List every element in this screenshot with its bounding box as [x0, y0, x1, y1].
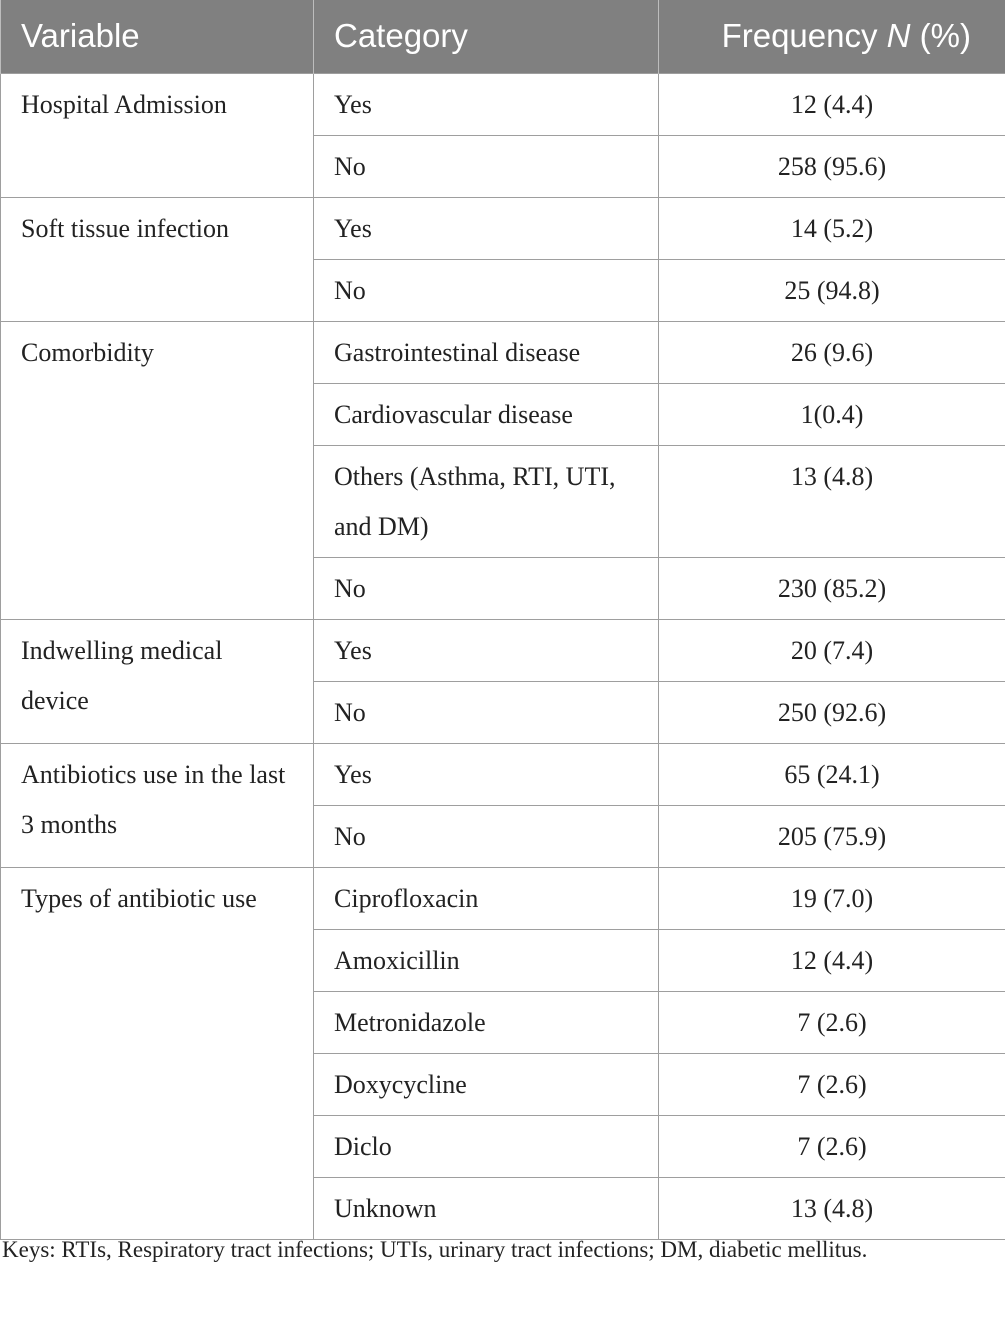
frequency-header-n: N: [886, 17, 911, 55]
variable-cell: Types of antibiotic use: [1, 867, 314, 1239]
category-cell: No: [314, 805, 659, 867]
category-cell: No: [314, 259, 659, 321]
frequency-cell: 12 (4.4): [659, 73, 1005, 135]
category-cell: No: [314, 557, 659, 619]
frequency-cell: 13 (4.8): [659, 445, 1005, 557]
table-row: [1, 321, 1005, 383]
category-cell: Amoxicillin: [314, 929, 659, 991]
table-row: [1, 743, 1005, 805]
category-cell: Yes: [314, 743, 659, 805]
category-cell: No: [314, 681, 659, 743]
table-body: [1, 73, 1005, 1239]
table-row: [1, 73, 1005, 135]
variable-cell: Indwelling medical device: [1, 619, 314, 743]
frequency-cell: 7 (2.6): [659, 991, 1005, 1053]
frequency-cell: 12 (4.4): [659, 929, 1005, 991]
category-cell: Cardiovascular disease: [314, 383, 659, 445]
category-cell: Doxycycline: [314, 1053, 659, 1115]
category-cell: Gastrointestinal disease: [314, 321, 659, 383]
table-row: [1, 867, 1005, 929]
table-row: [1, 197, 1005, 259]
frequency-header-suffix: (%): [910, 17, 971, 55]
frequency-cell: 14 (5.2): [659, 197, 1005, 259]
header-row: [1, 0, 1005, 73]
table-header: [1, 0, 1005, 73]
frequency-cell: 20 (7.4): [659, 619, 1005, 681]
category-cell: Unknown: [314, 1177, 659, 1239]
frequency-cell: 230 (85.2): [659, 557, 1005, 619]
category-cell: Ciprofloxacin: [314, 867, 659, 929]
frequency-column-header: [659, 0, 1005, 73]
frequency-cell: 26 (9.6): [659, 321, 1005, 383]
category-cell: No: [314, 135, 659, 197]
category-cell: Metronidazole: [314, 991, 659, 1053]
frequency-cell: 205 (75.9): [659, 805, 1005, 867]
variable-cell: Hospital Admission: [1, 73, 314, 197]
frequency-cell: 19 (7.0): [659, 867, 1005, 929]
category-cell: Yes: [314, 73, 659, 135]
variable-cell: Soft tissue infection: [1, 197, 314, 321]
category-column-header: Category: [314, 0, 659, 73]
category-cell: Yes: [314, 619, 659, 681]
frequency-header-prefix: Frequency: [721, 17, 887, 55]
category-cell: Yes: [314, 197, 659, 259]
table-row: [1, 619, 1005, 681]
frequency-cell: 1(0.4): [659, 383, 1005, 445]
category-cell: Diclo: [314, 1115, 659, 1177]
frequency-cell: 7 (2.6): [659, 1053, 1005, 1115]
frequency-cell: 7 (2.6): [659, 1115, 1005, 1177]
frequency-cell: 25 (94.8): [659, 259, 1005, 321]
variable-column-header: Variable: [1, 0, 314, 73]
frequency-cell: 65 (24.1): [659, 743, 1005, 805]
table-footnote: Keys: RTIs, Respiratory tract infections; UTIs, urinary tract infections; DM, diabetic mellitus.: [2, 1237, 868, 1262]
frequency-cell: 13 (4.8): [659, 1177, 1005, 1239]
variable-cell: Comorbidity: [1, 321, 314, 619]
category-cell: Others (Asthma, RTI, UTI, and DM): [314, 445, 659, 557]
variable-cell: Antibiotics use in the last 3 months: [1, 743, 314, 867]
frequency-cell: 250 (92.6): [659, 681, 1005, 743]
frequency-cell: 258 (95.6): [659, 135, 1005, 197]
